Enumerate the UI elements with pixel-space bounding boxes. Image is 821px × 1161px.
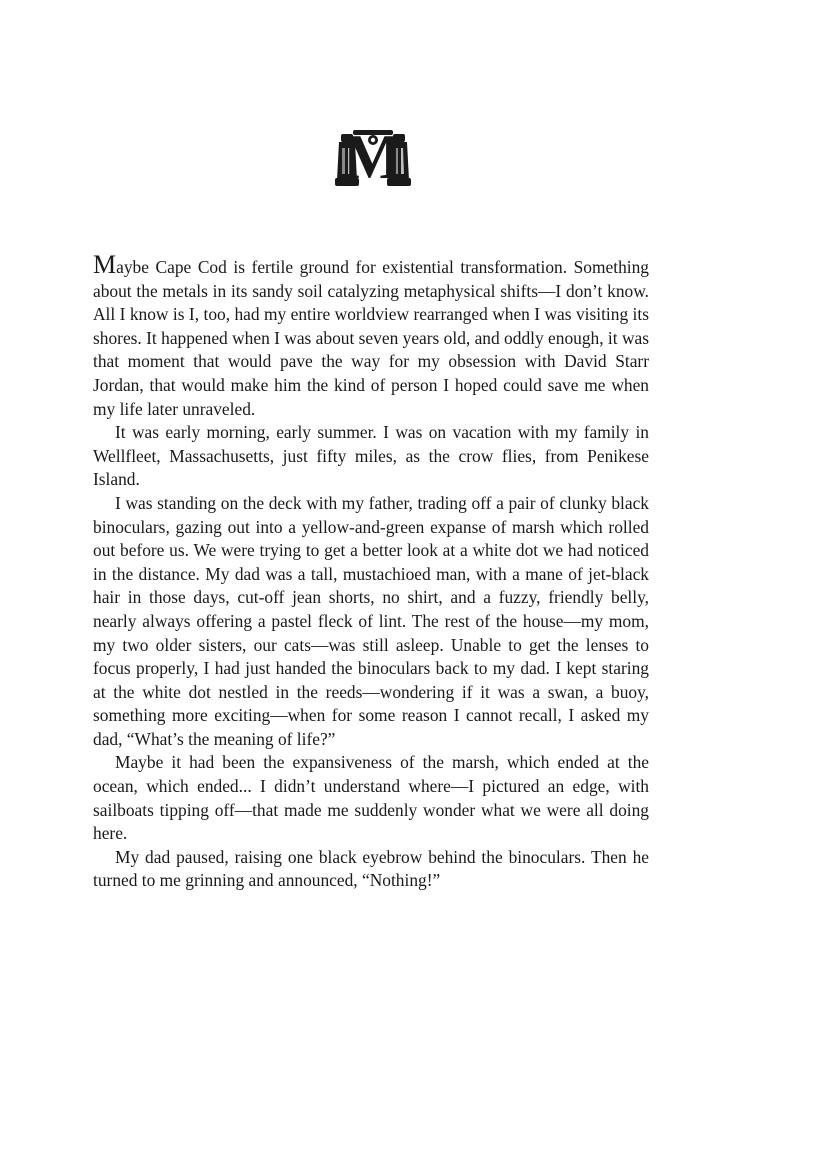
- paragraph-1-text: aybe Cape Cod is fertile ground for existential transformation. Something about the metals in its sandy soil catalyzing metaphysical shifts—I don’t know. All I know is I, too, had my entire worldview rearranged when I was visiting its shores. It happened when I was about seven years old, and oddly enough, it was that moment that would pave the way for my obsession with David Starr Jordan, that would make him the kind of person I hoped could save me when my life later unraveled.: [93, 257, 649, 419]
- paragraph-1: [93, 250, 649, 421]
- ornamental-letter-m-icon: [333, 112, 413, 190]
- paragraph-5: My dad paused, raising one black eyebrow behind the binoculars. Then he turned to me grinning and announced, “Nothing!”: [93, 846, 649, 891]
- initial-letter: M: [93, 250, 117, 279]
- paragraph-4: Maybe it had been the expansiveness of the marsh, which ended at the ocean, which ended... I didn’t understand where—I pictured an edge, with sailboats tipping off—that made me suddenly wonder what we were all doing here.: [93, 752, 649, 844]
- body-text: [93, 250, 649, 893]
- paragraph-3: I was standing on the deck with my father, trading off a pair of clunky black binoculars, gazing out into a yellow-and-green expanse of marsh which rolled out before us. We were trying to get a better look at a white dot we had noticed in the distance. My dad was a tall, mustachioed man, with a mane of jet-black hair in those days, cut-off jean shorts, no shirt, and a fuzzy, friendly belly, nearly always offering a pastel fleck of lint. The rest of the house—my mom, my two older sisters, our cats—was still asleep. Unable to get the lenses to focus properly, I had just handed the binoculars back to my dad. I kept staring at the white dot nestled in the reeds—wondering if it was a swan, a buoy, something more exciting—when for some reason I cannot recall, I asked my dad, “What’s the meaning of life?”: [93, 492, 649, 749]
- ornament-letter: M: [342, 121, 404, 190]
- paragraph-2: It was early morning, early summer. I was on vacation with my family in Wellfleet, Massachusetts, just fifty miles, as the crow flies, from Penikese Island.: [93, 422, 649, 490]
